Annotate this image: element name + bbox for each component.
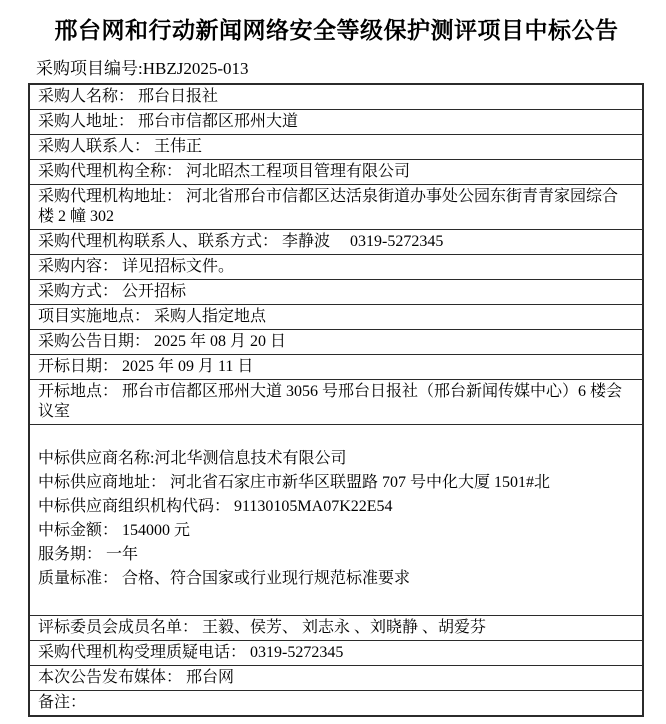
row-value: 0319-5272345: [250, 644, 344, 661]
row-label: 采购内容：: [38, 258, 119, 275]
row-value: 邢台日报社: [138, 88, 219, 105]
row-label: 备注：: [38, 694, 87, 711]
table-row-publish-media: [30, 666, 642, 691]
table-row-bid-opening-place: [30, 380, 642, 425]
project-number-label: 采购项目编号:: [36, 59, 143, 78]
winner-supplier-name: 中标供应商名称:河北华测信息技术有限公司: [38, 450, 347, 467]
winner-supplier-address: 中标供应商地址： 河北省石家庄市新华区联盟路 707 号中化大厦 1501#北: [38, 474, 551, 491]
row-value: 采购人指定地点: [154, 308, 267, 325]
row-value: 李静波 0319-5272345: [282, 233, 444, 250]
row-label: 采购代理机构地址：: [38, 188, 183, 205]
table-row-implementation-site: [30, 305, 642, 330]
row-label: 开标地点：: [38, 383, 119, 400]
table-row-purchaser-contact: [30, 135, 642, 160]
table-row-announcement-date: [30, 330, 642, 355]
winner-bid-amount: 中标金额： 154000 元: [38, 522, 191, 539]
row-value: 王伟正: [154, 138, 203, 155]
row-value: 邢台市信都区邢州大道: [138, 113, 299, 130]
row-value: 邢台网: [186, 669, 235, 686]
row-label: 评标委员会成员名单：: [38, 619, 199, 636]
row-label: 采购人名称：: [38, 88, 135, 105]
row-label: 采购人联系人：: [38, 138, 151, 155]
announcement-table: [28, 83, 644, 717]
row-value: 2025 年 09 月 11 日: [122, 358, 254, 375]
winner-service-period: 服务期： 一年: [38, 546, 139, 563]
winner-quality-standard: 质量标准： 合格、符合国家或行业现行规范标准要求: [38, 570, 411, 587]
winner-org-code: 中标供应商组织机构代码： 91130105MA07K22E54: [38, 498, 393, 515]
table-row-bid-opening-date: [30, 355, 642, 380]
row-label: 采购公告日期：: [38, 333, 151, 350]
project-number-value: HBZJ2025-013: [142, 59, 249, 78]
project-number-line: [28, 58, 645, 80]
row-label: 采购方式：: [38, 283, 119, 300]
row-label: 采购代理机构全称：: [38, 163, 183, 180]
row-label: 本次公告发布媒体：: [38, 669, 183, 686]
row-value: 河北省邢台市信都区达活泉街道办事处公园东街青青家园综合楼 2 幢 302: [38, 188, 619, 225]
row-label: 采购代理机构联系人、联系方式：: [38, 233, 279, 250]
table-row-procurement-content: [30, 255, 642, 280]
table-row-purchaser-address: [30, 110, 642, 135]
row-label: 开标日期：: [38, 358, 119, 375]
row-value: 河北昭杰工程项目管理有限公司: [186, 163, 411, 180]
row-label: 采购代理机构受理质疑电话：: [38, 644, 247, 661]
row-value: 公开招标: [122, 283, 187, 300]
row-value: 王毅、侯芳、 刘志永 、刘晓静 、胡爱芬: [202, 619, 487, 636]
table-row-purchaser-name: [30, 85, 642, 110]
page-title: 邢台网和行动新闻网络安全等级保护测评项目中标公告: [54, 18, 619, 43]
table-row-procurement-method: [30, 280, 642, 305]
table-row-agency-contact: [30, 230, 642, 255]
row-value: 邢台市信都区邢州大道 3056 号邢台日报社（邢台新闻传媒中心）6 楼会议室: [38, 383, 623, 420]
winner-info-block: [30, 425, 642, 616]
row-value: 2025 年 08 月 20 日: [154, 333, 287, 350]
row-value: 详见招标文件。: [122, 258, 235, 275]
table-row-remarks: [30, 691, 642, 715]
table-row-agency-address: [30, 185, 642, 230]
row-label: 采购人地址：: [38, 113, 135, 130]
table-row-evaluation-committee: [30, 616, 642, 641]
row-label: 项目实施地点：: [38, 308, 151, 325]
table-row-agency-name: [30, 160, 642, 185]
table-row-query-phone: [30, 641, 642, 666]
